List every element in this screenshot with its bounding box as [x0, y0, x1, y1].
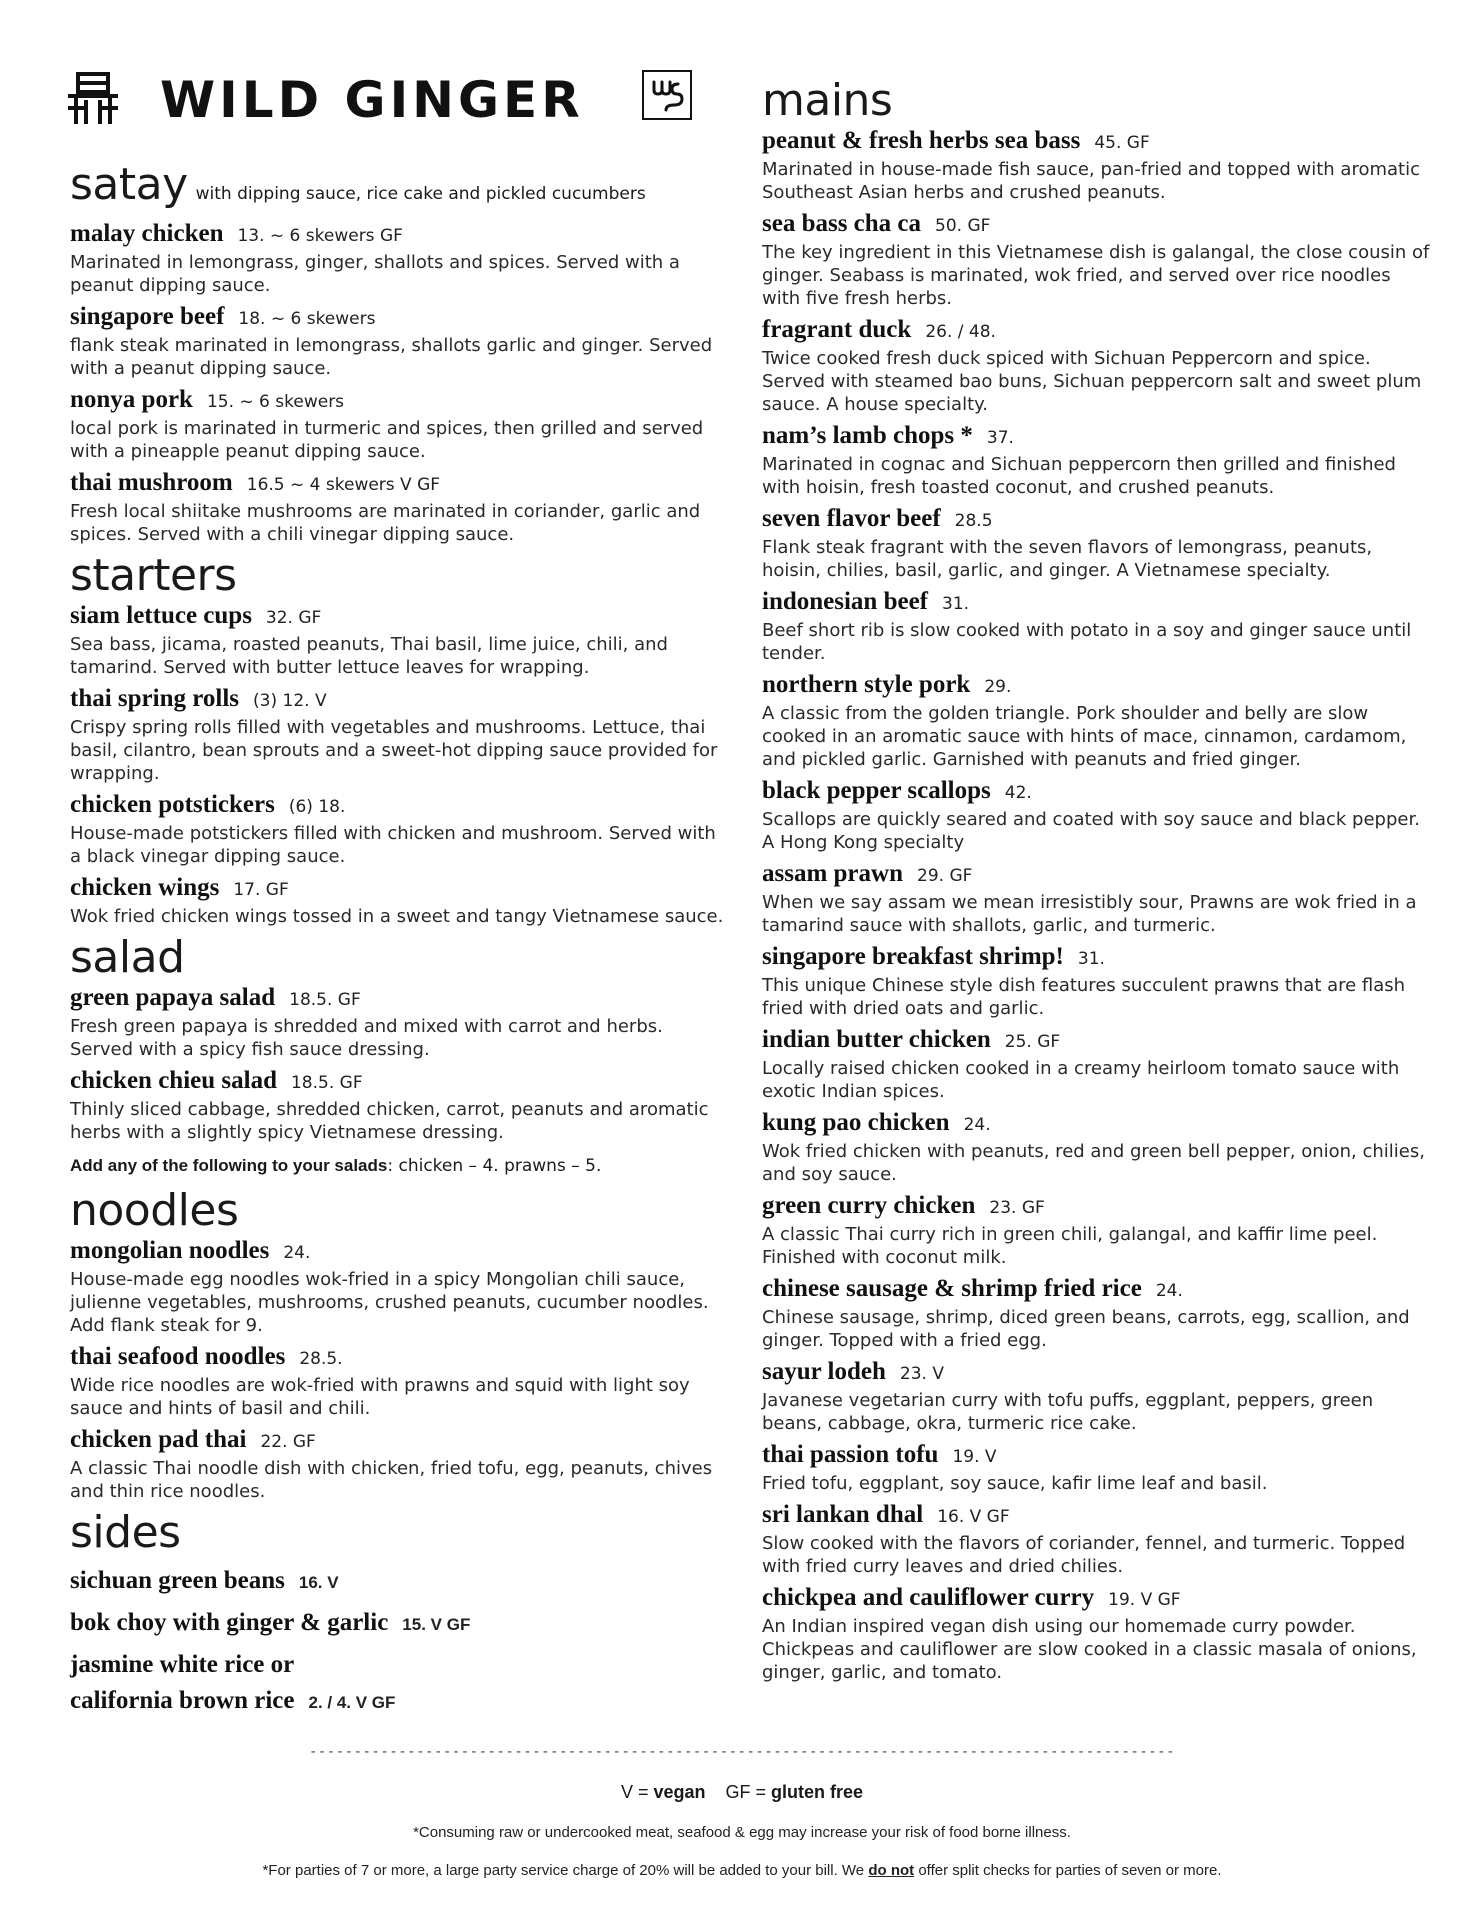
menu-item-kung-pao-chicken [762, 1108, 1432, 1186]
item-price: 28.5 [954, 511, 993, 531]
item-name: malay chicken [70, 220, 224, 247]
diet-legend: V = vegan GF = gluten free [620, 1782, 864, 1802]
menu-item-seven-flavor-beef [762, 504, 1432, 582]
menu-item-indian-butter-chicken [762, 1025, 1432, 1103]
item-name: thai seafood noodles [70, 1343, 286, 1370]
item-description: Marinated in house-made fish sauce, pan-fried and topped with aromatic Southeast Asian herbs and crushed peanuts. [762, 159, 1420, 203]
menu-item-fried-rice [762, 1274, 1432, 1352]
menu-item-siam-lettuce-cups [70, 601, 730, 679]
item-price: 18. ~ 6 skewers [238, 309, 376, 329]
menu-item-black-pepper-scallops [762, 776, 1432, 854]
item-price: 19. V GF [1108, 1590, 1181, 1610]
item-price: (6) 18. [288, 797, 346, 817]
item-price: 32. GF [265, 608, 322, 628]
item-name: peanut & fresh herbs sea bass [762, 127, 1081, 154]
item-name: chicken potstickers [70, 791, 275, 818]
item-description: Locally raised chicken cooked in a creamy heirloom tomato sauce with exotic Indian spices. [762, 1058, 1400, 1102]
item-description: Fresh green papaya is shredded and mixed with carrot and herbs. Served with a spicy fish sauce dressing. [70, 1016, 663, 1060]
item-price: 50. GF [935, 216, 991, 236]
addon-prices: : chicken – 4. prawns – 5. [387, 1156, 602, 1176]
item-price: 16. V [298, 1573, 339, 1592]
item-price: 24. [1155, 1281, 1183, 1301]
menu-item-bok-choy [70, 1606, 730, 1642]
item-price: 15. ~ 6 skewers [206, 392, 345, 412]
item-name: nam’s lamb chops * [762, 422, 973, 449]
item-description: local pork is marinated in turmeric and spices, then grilled and served with a pineapple peanut dipping sauce. [70, 418, 704, 462]
item-description: Fresh local shiitake mushrooms are marinated in coriander, garlic and spices. Served with a chili vinegar dipping sauce. [70, 501, 701, 545]
footer-divider: ------------------------------------------------------------------------------------------------- [308, 1744, 1176, 1760]
menu-item-chicken-wings [70, 873, 730, 928]
section-title-noodles: noodles [70, 1185, 239, 1236]
menu-item-assam-prawn [762, 859, 1432, 937]
menu-item-lamb-chops [762, 421, 1432, 499]
salad-addons [70, 1154, 730, 1178]
item-description: A classic Thai curry rich in green chili, galangal, and kaffir lime peel. Finished with coconut milk. [762, 1224, 1378, 1268]
item-description: Thinly sliced cabbage, shredded chicken, carrot, peanuts and aromatic herbs with a slightly spicy Vietnamese dressing. [70, 1099, 709, 1143]
item-description: Beef short rib is slow cooked with potato in a soy and ginger sauce until tender. [762, 620, 1412, 664]
left-column [70, 160, 730, 1720]
menu-item-chickpea-cauliflower-curry [762, 1583, 1432, 1684]
item-name: green papaya salad [70, 984, 276, 1011]
menu-item-sichuan-green-beans [70, 1564, 730, 1600]
item-price: (3) 12. V [253, 691, 327, 711]
item-description: Marinated in cognac and Sichuan peppercorn then grilled and finished with hoisin, fresh toasted coconut, and crushed peanuts. [762, 454, 1396, 498]
item-name: thai spring rolls [70, 685, 240, 712]
item-description: Sea bass, jicama, roasted peanuts, Thai basil, lime juice, chili, and tamarind. Served with butter lettuce leaves for wrapping. [70, 634, 668, 678]
menu-item-malay-chicken [70, 219, 730, 297]
item-name: sayur lodeh [762, 1358, 886, 1385]
menu-item-fragrant-duck [762, 315, 1432, 416]
item-price: 23. V [899, 1364, 944, 1384]
item-description: Javanese vegetarian curry with tofu puffs, eggplant, peppers, green beans, cabbage, okra, turmeric rice cake. [762, 1390, 1374, 1434]
right-column [762, 76, 1432, 1689]
menu-item-sea-bass-cha-ca [762, 209, 1432, 310]
item-price: 37. [986, 428, 1014, 448]
item-description: Wide rice noodles are wok-fried with prawns and squid with light soy sauce and hints of basil and chili. [70, 1375, 690, 1419]
item-description: Chinese sausage, shrimp, diced green beans, carrots, egg, scallion, and ginger. Topped with a fried egg. [762, 1307, 1410, 1351]
item-description: Scallops are quickly seared and coated with soy sauce and black pepper. A Hong Kong specialty [762, 809, 1420, 853]
item-price: 2. / 4. V GF [308, 1693, 396, 1712]
item-description: Crispy spring rolls filled with vegetables and mushrooms. Lettuce, thai basil, cilantro, bean sprouts and a sweet-hot dipping sauce provided for wrapping. [70, 717, 718, 784]
item-price: 16. V GF [937, 1507, 1010, 1527]
item-description: When we say assam we mean irresistibly sour, Prawns are wok fried in a tamarind sauce with shallots, garlic, and turmeric. [762, 892, 1417, 936]
item-name: indian butter chicken [762, 1026, 991, 1053]
item-name: northern style pork [762, 671, 971, 698]
item-description: House-made egg noodles wok-fried in a spicy Mongolian chili sauce, julienne vegetables, mushrooms, crushed peanuts, cucumber noodles. Add flank steak for 9. [70, 1269, 709, 1336]
item-description: Slow cooked with the flavors of coriander, fennel, and turmeric. Topped with fried curry leaves and dried chilies. [762, 1533, 1406, 1577]
menu-item-thai-mushroom [70, 468, 730, 546]
item-description: House-made potstickers filled with chicken and mushroom. Served with a black vinegar dipping sauce. [70, 823, 716, 867]
brand-name: WILD GINGER [160, 71, 584, 129]
item-name: california brown rice [70, 1687, 295, 1714]
item-price: 24. [283, 1243, 311, 1263]
menu-item-mongolian-noodles [70, 1236, 730, 1337]
item-name: thai mushroom [70, 469, 233, 496]
item-price: 45. GF [1094, 133, 1150, 153]
wild-ginger-logo-icon [64, 70, 122, 130]
menu-item-northern-style-pork [762, 670, 1432, 771]
item-name: fragrant duck [762, 316, 912, 343]
item-price: 24. [963, 1115, 991, 1135]
item-name: sri lankan dhal [762, 1501, 924, 1528]
menu-item-thai-spring-rolls [70, 684, 730, 785]
menu-item-chicken-potstickers [70, 790, 730, 868]
item-price: 16.5 ~ 4 skewers V GF [246, 475, 441, 495]
brand-seal-icon [642, 70, 692, 120]
item-price: 19. V [952, 1447, 997, 1467]
item-name: indonesian beef [762, 588, 929, 615]
item-description: Twice cooked fresh duck spiced with Sichuan Peppercorn and spice. Served with steamed bao buns, Sichuan peppercorn salt and sweet plum sauce. A house specialty. [762, 348, 1422, 415]
item-name: singapore breakfast shrimp! [762, 943, 1064, 970]
item-price: 22. GF [260, 1432, 316, 1452]
item-price: 26. / 48. [925, 322, 996, 342]
item-description: Marinated in lemongrass, ginger, shallots and spices. Served with a peanut dipping sauce. [70, 252, 680, 296]
item-description: This unique Chinese style dish features succulent prawns that are flash fried with dried oats and garlic. [762, 975, 1406, 1019]
item-name: bok choy with ginger & garlic [70, 1609, 389, 1636]
menu-item-sri-lankan-dhal [762, 1500, 1432, 1578]
item-name: chicken chieu salad [70, 1067, 277, 1094]
item-price: 23. GF [989, 1198, 1045, 1218]
satay-note: with dipping sauce, rice cake and pickled cucumbers [195, 184, 646, 204]
item-price: 25. GF [1004, 1032, 1061, 1052]
item-name: chickpea and cauliflower curry [762, 1584, 1095, 1611]
item-name: assam prawn [762, 860, 903, 887]
item-description: flank steak marinated in lemongrass, shallots garlic and ginger. Served with a peanut dipping sauce. [70, 335, 713, 379]
item-description: A classic Thai noodle dish with chicken, fried tofu, egg, peanuts, chives and thin rice noodles. [70, 1458, 713, 1502]
item-price: 28.5. [299, 1349, 343, 1369]
item-price: 18.5. GF [290, 1073, 363, 1093]
item-description: Fried tofu, eggplant, soy sauce, kafir lime leaf and basil. [762, 1473, 1268, 1494]
item-price: 15. V GF [402, 1615, 471, 1634]
brand-header [64, 68, 704, 128]
item-description: Wok fried chicken with peanuts, red and green bell pepper, onion, chilies, and soy sauce. [762, 1141, 1425, 1185]
item-name: siam lettuce cups [70, 602, 252, 629]
party-policy-note: *For parties of 7 or more, a large party service charge of 20% will be added to your bill. We do not offer split checks for parties of seven or more. [262, 1862, 1222, 1879]
menu-item-singapore-beef [70, 302, 730, 380]
section-title-satay: satay with dipping sauce, rice cake and pickled cucumbers [70, 159, 646, 210]
item-price: 31. [1077, 949, 1105, 969]
sides-section [70, 1508, 730, 1720]
menu-item-thai-passion-tofu [762, 1440, 1432, 1495]
item-name: sea bass cha ca [762, 210, 922, 237]
item-name: green curry chicken [762, 1192, 976, 1219]
item-price: 42. [1004, 783, 1032, 803]
item-price: 13. ~ 6 skewers GF [237, 226, 403, 246]
menu-item-nonya-pork [70, 385, 730, 463]
item-description: Flank steak fragrant with the seven flavors of lemongrass, peanuts, hoisin, chilies, basil, garlic, and ginger. A Vietnamese specialty. [762, 537, 1373, 581]
menu-item-singapore-breakfast-shrimp [762, 942, 1432, 1020]
item-name: chicken wings [70, 874, 220, 901]
item-price: 29. GF [917, 866, 973, 886]
item-description: Wok fried chicken wings tossed in a sweet and tangy Vietnamese sauce. [70, 906, 724, 927]
item-description: An Indian inspired vegan dish using our homemade curry powder. Chickpeas and cauliflower are slow cooked in a classic masala of onions, ginger, garlic, and tomato. [762, 1616, 1417, 1683]
item-name: sichuan green beans [70, 1567, 285, 1594]
section-title-starters: starters [70, 550, 237, 601]
item-name: kung pao chicken [762, 1109, 950, 1136]
addon-label: Add any of the following to your salads [70, 1156, 388, 1175]
item-name: seven flavor beef [762, 505, 941, 532]
item-price: 17. GF [233, 880, 289, 900]
item-description: The key ingredient in this Vietnamese dish is galangal, the close cousin of ginger. Seabass is marinated, wok fried, and served over rice noodles with five fresh herbs. [762, 242, 1430, 309]
menu-item-sayur-lodeh [762, 1357, 1432, 1435]
item-name: jasmine white rice or [70, 1651, 295, 1678]
item-name: nonya pork [70, 386, 193, 413]
item-name: chicken pad thai [70, 1426, 247, 1453]
menu-item-indonesian-beef [762, 587, 1432, 665]
item-name: black pepper scallops [762, 777, 991, 804]
item-price: 29. [984, 677, 1012, 697]
section-title-mains: mains [762, 75, 893, 126]
menu-item-sea-bass [762, 126, 1432, 204]
item-price: 31. [942, 594, 970, 614]
menu-item-green-curry-chicken [762, 1191, 1432, 1269]
menu-item-chicken-pad-thai [70, 1425, 730, 1503]
item-price: 18.5. GF [289, 990, 361, 1010]
item-name: mongolian noodles [70, 1237, 270, 1264]
section-title-sides: sides [70, 1507, 181, 1558]
menu-item-thai-seafood-noodles [70, 1342, 730, 1420]
item-name: singapore beef [70, 303, 225, 330]
item-name: chinese sausage & shrimp fried rice [762, 1275, 1142, 1302]
menu-item-green-papaya-salad [70, 983, 730, 1061]
item-description: A classic from the golden triangle. Pork shoulder and belly are slow cooked in an aromatic sauce with hints of mace, cinnamon, cardamom, and pickled garlic. Garnished with peanuts and fried ginger. [762, 703, 1407, 770]
section-title-salad: salad [70, 932, 185, 983]
consumption-warning: *Consuming raw or undercooked meat, seafood & egg may increase your risk of food borne illness. [413, 1824, 1071, 1841]
menu-item-chicken-chieu-salad [70, 1066, 730, 1144]
menu-item-rice [70, 1648, 730, 1720]
item-name: thai passion tofu [762, 1441, 939, 1468]
